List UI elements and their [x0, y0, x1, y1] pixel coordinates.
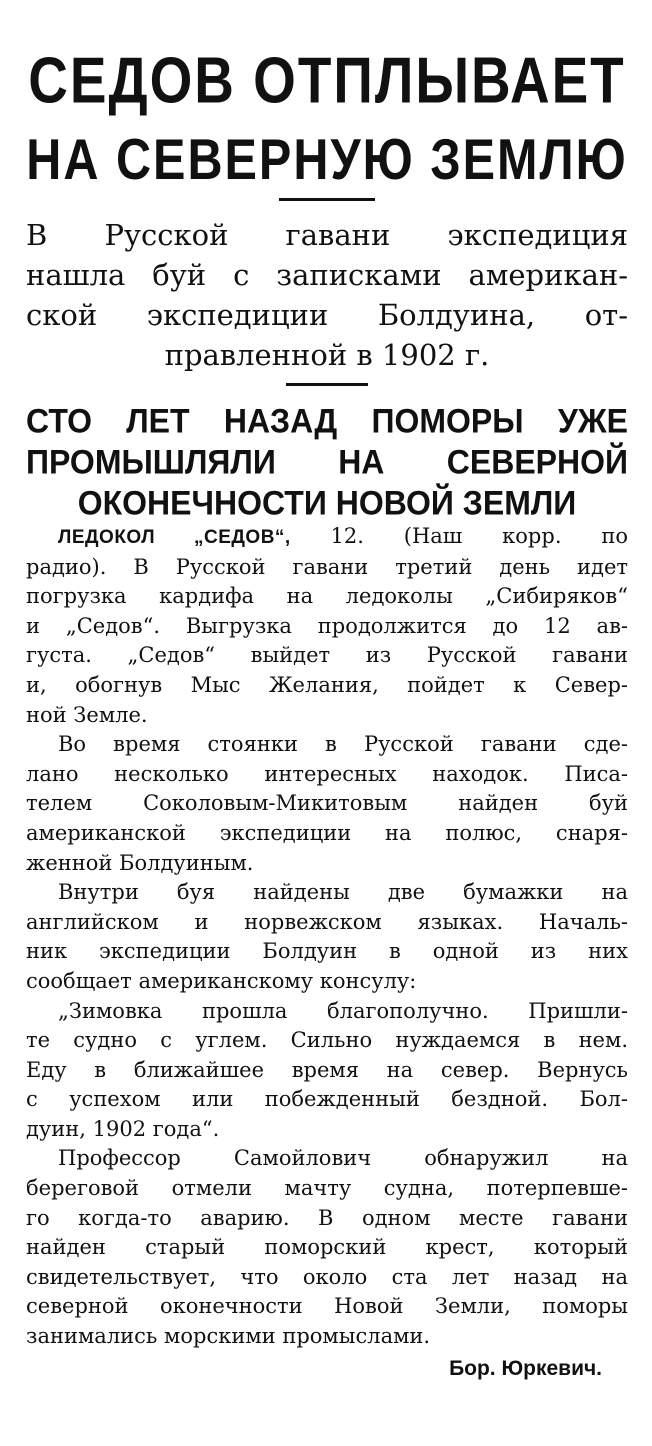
- article-line: погрузка кардифа на ледоколы „Сибиряков“: [26, 584, 628, 609]
- article-line: Еду в ближайшее время на север. Вернусь: [26, 1057, 628, 1082]
- subheadline-line: ПРОМЫШЛЯЛИ НА СЕВЕРНОЙ: [26, 442, 628, 481]
- article-line: го когда-то аварию. В одном месте гавани: [26, 1205, 628, 1230]
- subheadline-line: СТО ЛЕТ НАЗАД ПОМОРЫ УЖЕ: [26, 401, 628, 440]
- article-line: те судно с углем. Сильно нуждаемся в нем.: [26, 1028, 628, 1053]
- article-line: лано несколько интересных находок. Писа-: [26, 761, 628, 786]
- subheadline: [26, 400, 628, 523]
- article-line: и „Седов“. Выгрузка продолжится до 12 ав-: [26, 613, 628, 638]
- article-line: сообщает американскому консулу:: [26, 968, 417, 993]
- article-line: береговой отмели мачту судна, потерпевше-: [26, 1176, 628, 1201]
- headline: [26, 40, 628, 200]
- deck-line: ской экспедиции Болдуина, от-: [26, 298, 628, 332]
- article-line: занимались морскими промыслами.: [26, 1324, 431, 1349]
- paragraph-4-quote: [26, 997, 628, 1145]
- article-line: найден старый поморский крест, который: [26, 1235, 628, 1260]
- deck-line: правленной в 1902 г.: [164, 338, 490, 372]
- headline-line-2: НА СЕВЕРНУЮ ЗЕМЛЮ: [26, 128, 628, 193]
- article-line: радио). В Русской гавани третий день идет: [26, 554, 628, 579]
- article-line: свидетельствует, что около ста лет назад на: [26, 1264, 628, 1289]
- author-signature: Бор. Юркевич.: [449, 1356, 602, 1380]
- paragraph-3: [26, 878, 628, 996]
- article-line: телем Соколовым-Микитовым найден буй: [26, 791, 628, 816]
- article-line: ЛЕДОКОЛ „СЕДОВ“, 12. (Наш корр. по: [58, 524, 628, 548]
- article-line: Во время стоянки в Русской гавани сде-: [58, 732, 628, 757]
- article-line: английском и норвежском языках. Началь-: [26, 909, 628, 934]
- article-line: густа. „Седов“ выйдет из Русской гавани: [26, 643, 628, 668]
- article-line: ник экспедиции Болдуин в одной из них: [26, 939, 628, 964]
- deck-summary: [26, 215, 628, 375]
- article-line: ной Земле.: [26, 702, 148, 727]
- article-line: американской экспедиции на полюс, снаря-: [26, 820, 628, 845]
- paragraph-1: [26, 522, 628, 730]
- article-body: [26, 522, 628, 1383]
- headline-line-1: СЕДОВ ОТПЛЫВАЕТ: [28, 43, 626, 117]
- article-line: дуин, 1902 года“.: [26, 1116, 220, 1141]
- paragraph-5: [26, 1144, 628, 1351]
- article-line: и, обогнув Мыс Желания, пойдет к Север-: [26, 672, 628, 697]
- dateline: ЛЕДОКОЛ „СЕДОВ“,: [58, 527, 291, 548]
- article-line: „Зимовка прошла благополучно. Пришли-: [58, 998, 628, 1023]
- article-line: женной Болдуиным.: [26, 850, 254, 875]
- subheadline-line: ОКОНЕЧНОСТИ НОВОЙ ЗЕМЛИ: [77, 483, 577, 523]
- article-line: Профессор Самойлович обнаружил на: [58, 1146, 628, 1171]
- deck-line: нашла буй с записками американ-: [26, 258, 628, 292]
- article-line: с успехом или побежденный бездной. Бол-: [26, 1087, 628, 1112]
- deck-line: В Русской гавани экспедиция: [26, 218, 628, 252]
- article-line: северной оконечности Новой Земли, поморы: [26, 1294, 628, 1319]
- article-line: Внутри буя найдены две бумажки на: [58, 880, 628, 905]
- divider-rule: [286, 383, 368, 386]
- paragraph-2: [26, 730, 628, 878]
